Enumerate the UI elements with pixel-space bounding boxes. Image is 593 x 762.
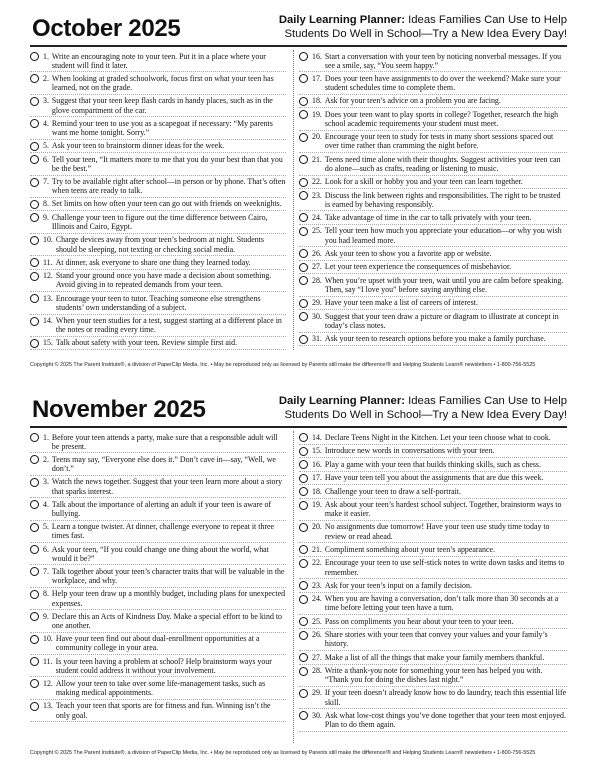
item-text: Ask your teen to show you a favorite app or website. (324, 248, 492, 258)
checkbox-circle-icon[interactable] (30, 679, 39, 688)
item-number: 24. (312, 594, 322, 604)
checkbox-circle-icon[interactable] (30, 294, 39, 303)
item-text: Teens need time alone with their thoughts. Suggest activities your teen can do alone—such as crafts, reading or listening to music. (324, 154, 561, 173)
checkbox-circle-icon[interactable] (299, 110, 308, 119)
item-number: 14. (312, 432, 322, 442)
checkbox-circle-icon[interactable] (299, 447, 308, 456)
item-text: Let your teen experience the consequences of misbehavior. (324, 262, 512, 272)
checkbox-circle-icon[interactable] (299, 545, 308, 554)
item-number: 8. (43, 589, 49, 599)
planner-item (299, 665, 567, 687)
item-text: Have your teen make a list of careers of interest. (324, 298, 478, 308)
item-number: 30. (312, 311, 322, 321)
item-number: 23. (312, 190, 322, 200)
column-divider (293, 431, 294, 743)
checkbox-circle-icon[interactable] (299, 433, 308, 442)
item-text: Suggest that your teen keep flash cards in handy places, such as in the glove compartment of the car. (51, 96, 273, 115)
planner-item (299, 274, 567, 296)
planner-item (30, 431, 286, 453)
item-text: Ask about your teen’s hardest school subject. Together, brainstorm ways to make it easier. (324, 500, 562, 519)
planner-header (279, 13, 567, 41)
item-number: 26. (312, 248, 322, 258)
item-text: Remind your teen to use you as a scapegoat if necessary: “My parents want me home tonight. Sorry.” (51, 118, 273, 137)
checkbox-circle-icon[interactable] (299, 249, 308, 258)
checkbox-circle-icon[interactable] (299, 191, 308, 200)
item-number: 27. (312, 262, 322, 272)
planner-item (30, 315, 286, 337)
item-text: No assignments due tomorrow! Have your teen use study time today to review or read ahead. (324, 522, 550, 541)
item-number: 18. (312, 486, 322, 496)
planner-item (30, 176, 286, 198)
checkbox-circle-icon[interactable] (299, 474, 308, 483)
checkbox-circle-icon[interactable] (30, 635, 39, 644)
item-number: 22. (312, 177, 322, 187)
planner-item (30, 140, 286, 154)
planner-item (30, 198, 286, 212)
checkbox-circle-icon[interactable] (299, 631, 308, 640)
header-line2: Students Do Well in School—Try a New Idea Every Day! (284, 28, 567, 40)
planner-item (299, 176, 567, 190)
november-planner (0, 381, 593, 762)
checkbox-circle-icon[interactable] (299, 74, 308, 83)
checkbox-circle-icon[interactable] (30, 74, 39, 83)
checkbox-circle-icon[interactable] (30, 317, 39, 326)
item-text: Write a thank-you note for something your teen has helped you with. “Thank you for doing the dishes last night.” (324, 666, 543, 685)
item-number: 21. (312, 544, 322, 554)
planner-item (299, 310, 567, 332)
planner-item (299, 687, 567, 709)
checkbox-circle-icon[interactable] (30, 500, 39, 509)
item-number: 5. (43, 141, 49, 151)
item-text: When looking at graded schoolwork, focus first on what your teen has learned, not on the grade. (51, 73, 274, 93)
item-number: 13. (43, 701, 53, 711)
planner-item (299, 709, 567, 731)
item-text: Ask your teen to brainstorm dinner ideas for the week. (51, 141, 225, 151)
item-number: 14. (43, 316, 53, 326)
header-rule (30, 45, 567, 47)
month-title: October 2025 (32, 15, 181, 42)
checkbox-circle-icon[interactable] (299, 460, 308, 469)
month-title: November 2025 (32, 396, 206, 423)
item-text: When you are having a conversation, don’t talk more than 30 seconds at a time before letting your teen have a turn. (324, 594, 559, 613)
item-number: 20. (312, 522, 322, 532)
item-number: 31. (312, 334, 322, 344)
planner-item (299, 543, 567, 557)
right-column (299, 50, 567, 346)
checkbox-circle-icon[interactable] (299, 335, 308, 344)
planner-item (30, 543, 286, 565)
planner-item (30, 588, 286, 610)
item-text: Start a conversation with your teen by noticing nonverbal messages. If you see a smile, say, “You seem happy.” (324, 51, 562, 70)
checkbox-circle-icon[interactable] (299, 52, 308, 61)
item-text: Have your teen find out about dual-enrollment opportunities at a community college in your area. (55, 634, 260, 653)
planner-item (299, 50, 567, 72)
planner-item (299, 108, 567, 130)
checkbox-circle-icon[interactable] (30, 236, 39, 245)
planner-item (299, 593, 567, 615)
item-number: 28. (312, 275, 322, 285)
item-text: If your teen doesn’t already know how to do laundry, teach this essential life skill. (324, 688, 567, 707)
checkbox-circle-icon[interactable] (299, 213, 308, 222)
planner-item (30, 234, 286, 256)
item-number: 3. (43, 477, 49, 487)
checkbox-circle-icon[interactable] (30, 272, 39, 281)
planner-item (30, 633, 286, 655)
item-number: 1. (43, 432, 49, 442)
item-text: Is your teen having a problem at school? Help brainstorm ways your student could address it without your involvement. (55, 656, 272, 675)
planner-item (299, 225, 567, 247)
item-text: Talk together about your teen’s character traits that will be valuable in the workplace, and why. (51, 566, 285, 586)
item-number: 3. (43, 96, 49, 106)
checkbox-circle-icon[interactable] (299, 667, 308, 676)
planner-item (299, 333, 567, 347)
checkbox-circle-icon[interactable] (30, 433, 39, 442)
planner-item (299, 629, 567, 651)
item-number: 10. (43, 235, 53, 245)
item-number: 2. (43, 454, 49, 464)
planner-item (299, 153, 567, 175)
item-number: 17. (312, 473, 322, 482)
planner-item (30, 95, 286, 117)
item-text: Challenge your teen to draw a self-portrait. (324, 486, 461, 496)
item-text: Encourage your teen to use self-stick notes to write down tasks and items to remember. (324, 558, 565, 577)
planner-item (299, 72, 567, 94)
item-number: 12. (43, 678, 53, 688)
checkbox-circle-icon[interactable] (299, 299, 308, 308)
item-text: Compliment something about your teen’s appearance. (324, 544, 495, 554)
planner-item (30, 50, 286, 72)
planner-header (279, 394, 567, 422)
item-number: 9. (43, 212, 49, 222)
planner-item (30, 453, 286, 475)
item-number: 13. (43, 293, 53, 303)
planner-item (30, 521, 286, 543)
planner-item (299, 189, 567, 211)
checkbox-circle-icon[interactable] (299, 689, 308, 698)
item-text: Talk about the importance of alerting an adult if your teen is aware of bullying. (51, 499, 272, 518)
item-text: Teens may say, “Everyone else does it.” Don’t cave in—say, “Well, we don’t.” (51, 454, 276, 474)
item-number: 22. (312, 558, 322, 568)
item-number: 21. (312, 154, 322, 164)
item-text: Tell your teen how much you appreciate your education—or why you wish you had learned more. (324, 226, 562, 245)
planner-item (299, 431, 567, 445)
planner-item (30, 292, 286, 314)
item-text: Does your teen have assignments to do over the weekend? Make sure your student schedules time to complete them. (324, 73, 561, 93)
item-number: 6. (43, 544, 49, 554)
item-text: Have your teen tell you about the assignments that are due this week. (324, 473, 544, 482)
item-text: Look for a skill or hobby you and your teen can learn together. (324, 177, 523, 187)
item-number: 17. (312, 73, 322, 83)
checkbox-circle-icon[interactable] (299, 276, 308, 285)
checkbox-circle-icon[interactable] (299, 581, 308, 590)
checkbox-circle-icon[interactable] (30, 142, 39, 151)
checkbox-circle-icon[interactable] (30, 178, 39, 187)
item-number: 7. (43, 566, 49, 576)
planner-item (30, 256, 286, 270)
checkbox-circle-icon[interactable] (30, 213, 39, 222)
planner-item (299, 297, 567, 311)
item-text: Introduce new words in conversations with your teen. (324, 446, 495, 455)
item-text: Charge devices away from your teen’s bedroom at night. Students should be sleeping, not texting or checking social media. (55, 235, 264, 254)
checkbox-circle-icon[interactable] (30, 612, 39, 621)
planner-item (299, 485, 567, 499)
item-number: 15. (43, 338, 53, 348)
item-number: 29. (312, 298, 322, 308)
planner-item (30, 655, 286, 677)
item-text: Allow your teen to take over some life-management tasks, such as making medical appointments. (55, 678, 266, 698)
checkbox-circle-icon[interactable] (30, 523, 39, 532)
item-number: 5. (43, 522, 49, 532)
planner-item (30, 72, 286, 94)
checkbox-circle-icon[interactable] (30, 590, 39, 599)
header-bold: Daily Learning Planner: (278, 395, 405, 407)
item-number: 20. (312, 132, 322, 142)
header-rest: Ideas Families Can Use to Help (405, 395, 567, 407)
left-column (30, 50, 286, 350)
item-text: Does your teen want to play sports in college? Together, research the high school academic requirements your student must meet. (324, 109, 559, 129)
item-text: Encourage your teen to tutor. Teaching someone else strengthens students’ own understanding of a subject. (55, 293, 261, 312)
checkbox-circle-icon[interactable] (30, 478, 39, 487)
item-number: 4. (43, 499, 49, 509)
checkbox-circle-icon[interactable] (299, 523, 308, 532)
planner-item (299, 261, 567, 275)
item-number: 8. (43, 199, 49, 209)
checkbox-circle-icon[interactable] (30, 455, 39, 464)
checkbox-circle-icon[interactable] (30, 52, 39, 61)
item-number: 28. (312, 666, 322, 676)
item-number: 27. (312, 652, 322, 662)
planner-item (30, 211, 286, 233)
checkbox-circle-icon[interactable] (299, 155, 308, 164)
item-text: Suggest that your teen draw a picture or diagram to illustrate at concept in today’s class notes. (324, 311, 559, 330)
checkbox-circle-icon[interactable] (299, 263, 308, 272)
item-text: When your teen studies for a test, suggest starting at a different place in the notes or reading every time. (55, 316, 282, 335)
item-text: Set limits on how often your teen can go out with friends on weeknights. (51, 199, 282, 209)
item-text: Ask for your teen’s input on a family decision. (324, 580, 472, 590)
checkbox-circle-icon[interactable] (299, 487, 308, 496)
checkbox-circle-icon[interactable] (299, 178, 308, 187)
planner-item (299, 458, 567, 472)
item-number: 7. (43, 177, 49, 187)
planner-item (299, 131, 567, 153)
checkbox-circle-icon[interactable] (299, 133, 308, 142)
item-text: Encourage your teen to study for tests in many short sessions spaced out over time rather than cramming the night before. (324, 132, 554, 151)
item-text: Teach your teen that sports are for fitness and fun. Winning isn’t the only goal. (55, 701, 271, 720)
checkbox-circle-icon[interactable] (30, 258, 39, 267)
planner-item (30, 476, 286, 498)
planner-item (299, 499, 567, 521)
item-text: At dinner, ask everyone to share one thing they learned today. (55, 257, 251, 267)
column-divider (293, 50, 294, 350)
item-text: Challenge your teen to figure out the time difference between Cairo, Illinois and Cairo, Egypt. (51, 212, 268, 232)
item-number: 6. (43, 154, 49, 164)
item-text: Ask what low-cost things you’ve done together that your teen most enjoyed. Plan to do them again. (324, 710, 566, 730)
header-line2: Students Do Well in School—Try a New Idea Every Day! (284, 409, 567, 421)
item-number: 11. (43, 656, 53, 666)
item-text: Stand your ground once you have made a decision about something. Avoid giving in to repeated demands from your teen. (55, 271, 272, 290)
checkbox-circle-icon[interactable] (299, 559, 308, 568)
planner-item (30, 565, 286, 587)
item-text: Learn a tongue twister. At dinner, challenge everyone to repeat it three times fast. (51, 522, 274, 541)
item-text: Share stories with your teen that convey your values and your family’s history. (324, 630, 548, 649)
checkbox-circle-icon[interactable] (299, 653, 308, 662)
item-number: 16. (312, 459, 322, 469)
planner-item (30, 337, 286, 351)
item-number: 24. (312, 212, 322, 222)
planner-item (299, 557, 567, 579)
item-number: 10. (43, 634, 53, 644)
planner-item (299, 95, 567, 109)
planner-item (299, 579, 567, 593)
left-column (30, 431, 286, 722)
planner-item (299, 615, 567, 629)
item-text: Before your teen attends a party, make sure that a responsible adult will be present. (51, 432, 278, 451)
planner-item (30, 498, 286, 520)
item-text: Watch the news together. Suggest that your teen learn more about a story that sparks interest. (51, 477, 283, 496)
checkbox-circle-icon[interactable] (30, 97, 39, 106)
checkbox-circle-icon[interactable] (299, 97, 308, 106)
checkbox-circle-icon[interactable] (30, 702, 39, 711)
item-number: 9. (43, 611, 49, 621)
item-text: Play a game with your teen that builds thinking skills, such as chess. (324, 459, 541, 469)
checkbox-circle-icon[interactable] (30, 545, 39, 554)
checkbox-circle-icon[interactable] (30, 119, 39, 128)
right-column (299, 431, 567, 732)
planner-item (30, 153, 286, 175)
item-number: 25. (312, 226, 322, 236)
planner-item (30, 610, 286, 632)
checkbox-circle-icon[interactable] (299, 227, 308, 236)
planner-item (30, 700, 286, 722)
item-number: 30. (312, 710, 322, 720)
item-text: Declare this an Acts of Kindness Day. Make a special effort to be kind to one another. (51, 611, 282, 630)
item-number: 26. (312, 630, 322, 640)
item-number: 15. (312, 446, 322, 455)
planner-item (299, 445, 567, 459)
item-text: Write an encouraging note to your teen. Put it in a place where your student will find it later. (51, 51, 266, 70)
item-text: Take advantage of time in the car to talk privately with your teen. (324, 212, 532, 222)
item-text: Ask for your teen’s advice on a problem you are facing. (324, 96, 501, 106)
item-number: 19. (312, 109, 322, 119)
checkbox-circle-icon[interactable] (30, 155, 39, 164)
item-number: 4. (43, 118, 49, 128)
item-number: 25. (312, 616, 322, 626)
planner-item (299, 247, 567, 261)
checkbox-circle-icon[interactable] (30, 567, 39, 576)
planner-item (30, 117, 286, 139)
item-text: Ask your teen to research options before you make a family purchase. (324, 334, 546, 344)
item-number: 12. (43, 271, 53, 281)
item-number: 18. (312, 96, 322, 106)
planner-item (299, 521, 567, 543)
item-text: Discuss the link between rights and responsibilities. The right to be trusted is earned by behaving responsibly. (324, 190, 561, 209)
item-text: Try to be available right after school—in person or by phone. That’s often when teens are ready to talk. (51, 177, 286, 196)
checkbox-circle-icon[interactable] (30, 339, 39, 348)
planner-item (30, 677, 286, 699)
checkbox-circle-icon[interactable] (299, 312, 308, 321)
planner-item (299, 651, 567, 665)
checkbox-circle-icon[interactable] (299, 595, 308, 604)
copyright-footer: Copyright © 2025 The Parent Institute®, a division of PaperClip Media, Inc. • May be reproduced only as licensed by Parents still make the difference!® and Helping Students Learn® newsletters • 1-800-756-5525 (30, 750, 536, 756)
item-text: Talk about safety with your teen. Review simple first aid. (55, 338, 237, 348)
header-rule (30, 426, 567, 428)
checkbox-circle-icon[interactable] (299, 501, 308, 510)
item-text: When you’re upset with your teen, wait until you are calm before speaking. Then, say “I love you” before saying anything else. (324, 275, 564, 295)
planner-item (299, 211, 567, 225)
item-number: 23. (312, 580, 322, 590)
checkbox-circle-icon[interactable] (299, 711, 308, 720)
october-planner (0, 0, 593, 380)
checkbox-circle-icon[interactable] (30, 657, 39, 666)
checkbox-circle-icon[interactable] (30, 200, 39, 209)
item-text: Help your teen draw up a monthly budget, including plans for unexpected expenses. (51, 589, 286, 608)
item-number: 29. (312, 688, 322, 698)
copyright-footer: Copyright © 2025 The Parent Institute®, a division of PaperClip Media, Inc. • May be reproduced only as licensed by Parents still make the difference!® and Helping Students Learn® newsletters • 1-800-756-5525 (30, 362, 536, 368)
planner-item (30, 270, 286, 292)
item-text: Tell your teen, “It matters more to me that you do your best than that you be the best.” (51, 154, 283, 173)
item-text: Pass on compliments you hear about your teen to your teen. (324, 616, 514, 626)
item-number: 11. (43, 257, 53, 267)
checkbox-circle-icon[interactable] (299, 617, 308, 626)
item-number: 1. (43, 51, 49, 61)
item-number: 19. (312, 500, 322, 509)
header-bold: Daily Learning Planner: (278, 14, 405, 26)
item-text: Ask your teen, “If you could change one thing about the world, what would it be?” (51, 544, 269, 563)
item-number: 16. (312, 51, 322, 61)
item-text: Make a list of all the things that make your family members thankful. (324, 652, 545, 662)
item-text: Declare Teens Night in the Kitchen. Let your teen choose what to cook. (324, 432, 551, 442)
item-number: 2. (43, 73, 49, 83)
header-rest: Ideas Families Can Use to Help (405, 14, 567, 26)
planner-item (299, 472, 567, 486)
